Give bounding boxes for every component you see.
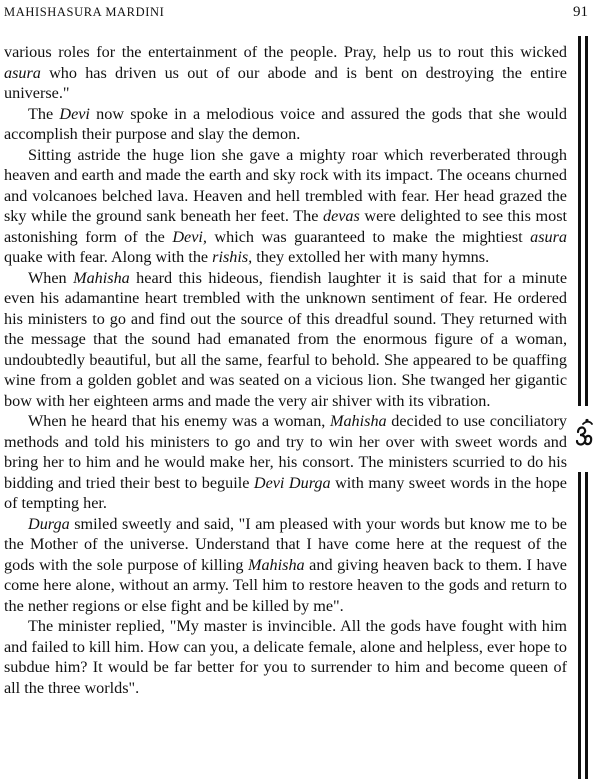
italic-term: Devi <box>59 104 90 123</box>
text-run: and giving heaven back to them. I have come here alone, without an army. Tell him to restore heaven to the gods and return to the nether regions or else fight and be killed by me". <box>4 555 567 615</box>
text-run: with many sweet words in the hope of tempting her. <box>4 473 567 512</box>
text-run: which was guaranteed to make the mightiest <box>206 227 531 246</box>
italic-term: Devi, <box>172 227 207 246</box>
text-run: Sitting astride the huge lion she gave a mighty roar which reverberated through heaven and earth and made the earth and sky rock with its impact. The oceans churned and volcanoes belched lava. Heaven and hell trembled with fear. Her head grazed the sky while the ground sank beneath her feet. The <box>4 145 567 225</box>
italic-term: Mahisha <box>73 268 130 287</box>
italic-term: devas <box>322 207 360 225</box>
body-text <box>4 42 567 698</box>
italic-term: asura <box>4 63 41 82</box>
paragraph <box>4 104 567 145</box>
running-head: MAHISHASURA MARDINI <box>4 5 165 19</box>
paragraph <box>4 514 567 617</box>
italic-term: Durga <box>28 514 70 533</box>
text-run: The <box>28 104 60 123</box>
text-run: were delighted to see this most astonishing form of the <box>4 207 567 246</box>
text-run: who has driven us out of our abode and is bent on destroying the entire universe." <box>4 63 567 102</box>
text-run: they extolled her with many hymns. <box>252 248 490 266</box>
paragraph <box>4 42 567 104</box>
text-run: quake with fear. Along with the <box>4 248 213 266</box>
om-symbol-icon <box>574 418 594 452</box>
italic-term: Mahisha <box>329 412 387 430</box>
page-header <box>4 4 588 22</box>
paragraph <box>4 411 567 514</box>
text-run: When <box>28 268 74 287</box>
text-run: smiled sweetly and said, "I am pleased with your words but know me to be the Mother of the universe. Understand that I have come here at the request of the gods with the sole purpose of killing <box>4 514 567 574</box>
italic-term: rishis, <box>212 248 253 266</box>
text-run: various roles for the entertainment of the people. Pray, help us to rout this wicked <box>4 43 567 61</box>
paragraph <box>4 616 567 698</box>
italic-term: Devi Durga <box>253 473 331 492</box>
page-number: 91 <box>573 4 588 20</box>
text-run: heard this hideous, fiendish laughter it is said that for a minute even his adamantine heart trembled with the unknown sentiment of fear. He ordered his ministers to go and find out the source of this dreadful sound. They returned with the message that the sound had emanated from the enormous figure of a woman, undoubtedly beautiful, but all the same, fearful to behold. She appeared to be quaffing wine from a golden goblet and was seated on a vicious lion. She twanged her gigantic bow with her eighteen arms and made the very air shiver with its vibration. <box>4 268 567 410</box>
paragraph <box>4 268 567 412</box>
text-run: now spoke in a melodious voice and assured the gods that she would accomplish their purpose and slay the demon. <box>4 104 568 143</box>
italic-term: Mahisha <box>247 555 305 574</box>
text-run: The minister replied, "My master is invincible. All the gods have fought with him and failed to kill him. How can you, a delicate female, alone and helpless, ever hope to subdue him? It would be far better for you to surrender to him and become queen of all the three worlds". <box>4 617 567 697</box>
text-run: decided to use conciliatory methods and told his ministers to go and try to win her over with sweet words and bring her to him and he would make her, his consort. The ministers scurried to do his bidding and tried their best to beguile <box>4 412 568 492</box>
text-run: When he heard that his enemy was a woman, <box>28 412 330 430</box>
italic-term: asura <box>530 227 567 246</box>
paragraph <box>4 145 567 268</box>
